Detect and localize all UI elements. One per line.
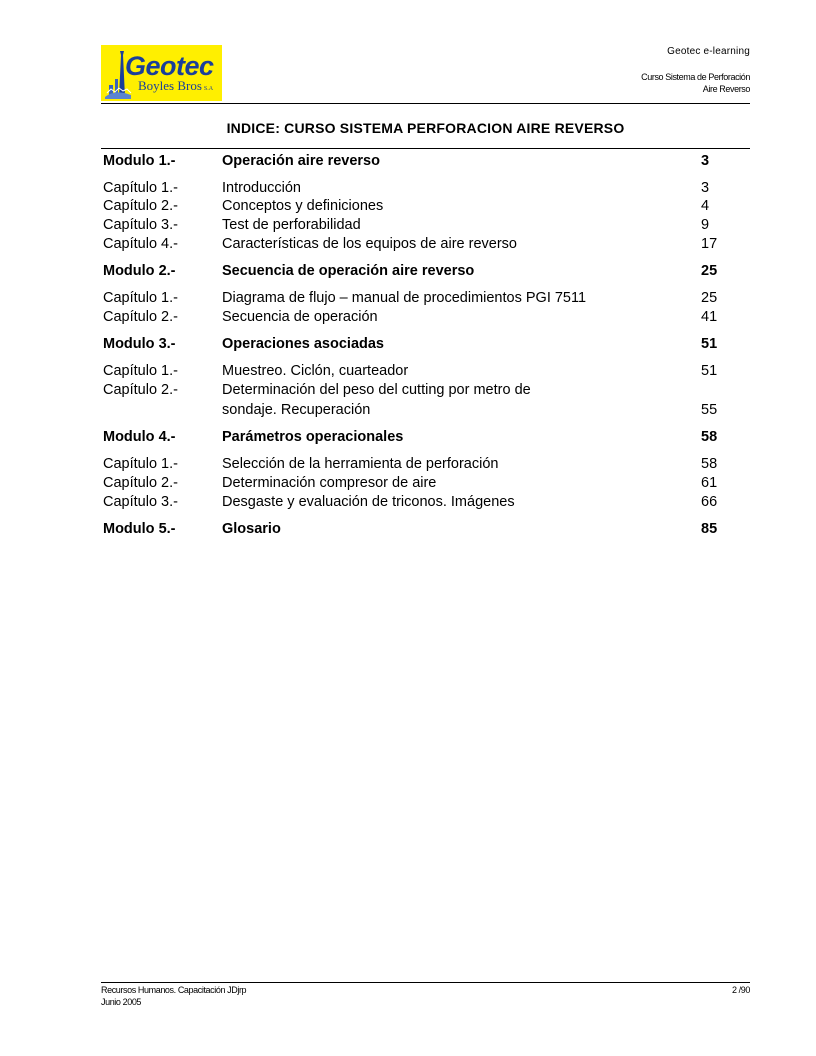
toc-module-row (103, 520, 721, 538)
toc-chapter-row (103, 289, 721, 307)
toc-title: Test de perforabilidad (222, 217, 361, 233)
toc-label: Capítulo 2.- (103, 475, 178, 491)
toc-module-row (103, 428, 721, 446)
toc-label: Capítulo 1.- (103, 180, 178, 196)
logo-suffix: S.A (203, 86, 214, 92)
header-divider (101, 103, 750, 104)
toc-page: 3 (701, 153, 710, 169)
toc-module-row (103, 262, 721, 280)
toc-label: Modulo 2.- (103, 263, 176, 279)
toc-page: 3 (701, 180, 710, 196)
toc-module-row (103, 335, 721, 353)
toc-label: Modulo 5.- (103, 521, 176, 537)
footer-date: Junio 2005 (101, 997, 142, 1007)
toc-title: Conceptos y definiciones (222, 198, 384, 214)
header-course-line1: Curso Sistema de Perforación (641, 72, 750, 82)
toc-page: 41 (701, 309, 718, 325)
toc-label: Modulo 4.- (103, 429, 176, 445)
footer-department: Recursos Humanos. Capacitación JDjrp (101, 985, 247, 995)
toc-label: Capítulo 4.- (103, 236, 178, 252)
toc-page: 66 (701, 494, 718, 510)
toc-label: Capítulo 1.- (103, 363, 178, 379)
toc-label: Capítulo 3.- (103, 217, 178, 233)
toc-page: 55 (701, 402, 718, 418)
toc-chapter-row (103, 179, 721, 197)
toc-chapter-row (103, 308, 721, 326)
toc-title: Características de los equipos de aire reverso (222, 236, 517, 252)
toc-title: Muestreo. Ciclón, cuarteador (222, 363, 409, 379)
toc-title: Selección de la herramienta de perforación (222, 456, 499, 472)
toc-title: Secuencia de operación (222, 309, 378, 325)
toc-page: 51 (701, 363, 718, 379)
toc-title: Introducción (222, 180, 301, 196)
toc-page: 17 (701, 236, 718, 252)
toc-title: Operaciones asociadas (222, 336, 384, 352)
toc-chapter-row (103, 197, 721, 215)
toc-title: Diagrama de flujo – manual de procedimientos PGI 7511 (222, 290, 587, 306)
toc-chapter-row (103, 235, 721, 253)
toc-page: 25 (701, 290, 718, 306)
toc-title: Glosario (222, 521, 281, 537)
toc-label: Capítulo 3.- (103, 494, 178, 510)
toc-chapter-row-continued (103, 401, 721, 419)
toc-page: 58 (701, 429, 718, 445)
toc-label: Capítulo 2.- (103, 198, 178, 214)
toc-title: Operación aire reverso (222, 153, 380, 169)
toc-page: 9 (701, 217, 710, 233)
toc-chapter-row (103, 474, 721, 492)
toc-page: 58 (701, 456, 718, 472)
toc-page: 4 (701, 198, 710, 214)
logo-subtext (138, 79, 213, 96)
toc-label: Capítulo 2.- (103, 309, 178, 325)
toc-title: Determinación del peso del cutting por metro de (222, 382, 531, 398)
page-title: INDICE: CURSO SISTEMA PERFORACION AIRE REVERSO (226, 120, 625, 136)
toc-page: 85 (701, 521, 718, 537)
toc-chapter-row (103, 216, 721, 234)
geotec-logo (101, 45, 222, 101)
toc-page: 61 (701, 475, 718, 491)
title-divider (101, 148, 750, 149)
toc-title: Desgaste y evaluación de triconos. Imágenes (222, 494, 515, 510)
footer-divider (101, 982, 750, 983)
page-number: 2 /90 (731, 985, 750, 995)
toc-chapter-row (103, 381, 721, 399)
toc-page: 51 (701, 336, 718, 352)
logo-wordmark: Geotec (125, 51, 214, 81)
toc-title: sondaje. Recuperación (222, 402, 371, 418)
logo-subtext-name: Boyles Bros (138, 78, 202, 93)
toc-module-row (103, 152, 721, 170)
toc-label: Modulo 1.- (103, 153, 176, 169)
toc-label: Capítulo 1.- (103, 456, 178, 472)
toc-chapter-row (103, 455, 721, 473)
toc-title: Determinación compresor de aire (222, 475, 437, 491)
toc-label: Modulo 3.- (103, 336, 176, 352)
toc-chapter-row (103, 493, 721, 511)
toc-title: Parámetros operacionales (222, 429, 404, 445)
toc-label: Capítulo 1.- (103, 290, 178, 306)
toc-chapter-row (103, 362, 721, 380)
toc-label: Capítulo 2.- (103, 382, 178, 398)
header-brand: Geotec e-learning (667, 46, 750, 57)
toc-page: 25 (701, 263, 718, 279)
header-course-line2: Aire Reverso (702, 84, 750, 94)
toc-title: Secuencia de operación aire reverso (222, 263, 475, 279)
